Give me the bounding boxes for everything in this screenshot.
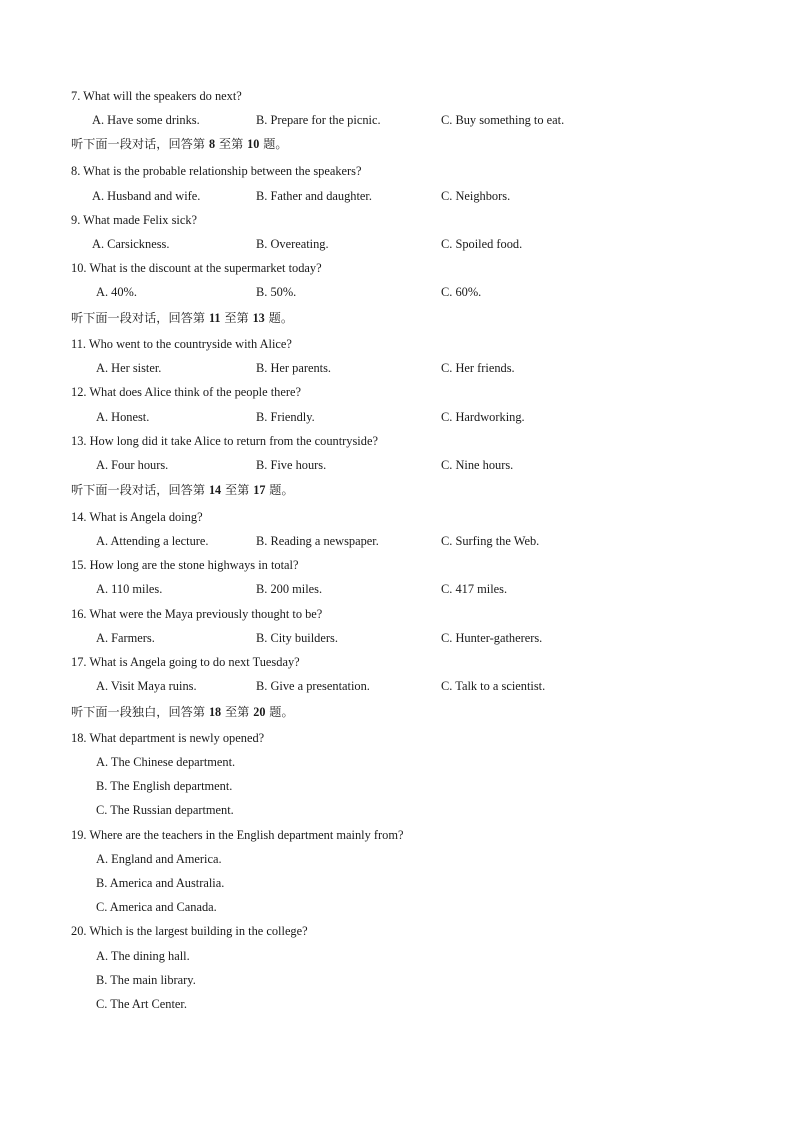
q7-option-a: A. Have some drinks.	[92, 113, 200, 127]
question-16: 16. What were the Maya previously thought to be?	[71, 607, 323, 621]
q9-option-c: C. Spoiled food.	[441, 237, 523, 251]
section-heading-14-17: 听下面一段对话，回答第 14 至第 17 题。	[71, 483, 294, 497]
section-heading-11-13: 听下面一段对话，回答第 11 至第 13 题。	[71, 311, 294, 325]
question-11: 11. Who went to the countryside with Alice?	[71, 337, 292, 351]
q8-option-c: C. Neighbors.	[441, 189, 511, 203]
q13-option-b: B. Five hours.	[256, 458, 327, 472]
q10-option-b: B. 50%.	[256, 285, 297, 299]
q13-option-c: C. Nine hours.	[441, 458, 514, 472]
question-19: 19. Where are the teachers in the English department mainly from?	[71, 828, 404, 842]
q19-option-a: A. England and America.	[96, 852, 222, 866]
q19-option-c: C. America and Canada.	[96, 900, 217, 914]
q17-option-a: A. Visit Maya ruins.	[96, 679, 197, 693]
q17-option-b: B. Give a presentation.	[256, 679, 370, 693]
q11-option-a: A. Her sister.	[96, 361, 162, 375]
question-10: 10. What is the discount at the supermarket today?	[71, 261, 322, 275]
question-8: 8. What is the probable relationship between the speakers?	[71, 164, 362, 178]
q10-option-a: A. 40%.	[96, 285, 137, 299]
q15-option-c: C. 417 miles.	[441, 582, 508, 596]
question-14: 14. What is Angela doing?	[71, 510, 203, 524]
q18-option-b: B. The English department.	[96, 779, 233, 793]
q18-option-c: C. The Russian department.	[96, 803, 234, 817]
question-15: 15. How long are the stone highways in total?	[71, 558, 299, 572]
q12-option-c: C. Hardworking.	[441, 410, 525, 424]
question-18: 18. What department is newly opened?	[71, 731, 265, 745]
q9-option-a: A. Carsickness.	[92, 237, 170, 251]
q9-option-b: B. Overeating.	[256, 237, 329, 251]
q16-option-b: B. City builders.	[256, 631, 338, 645]
q19-option-b: B. America and Australia.	[96, 876, 225, 890]
q15-option-b: B. 200 miles.	[256, 582, 323, 596]
q14-option-b: B. Reading a newspaper.	[256, 534, 379, 548]
q15-option-a: A. 110 miles.	[96, 582, 163, 596]
q20-option-a: A. The dining hall.	[96, 949, 190, 963]
q16-option-c: C. Hunter-gatherers.	[441, 631, 543, 645]
section-heading-8-10: 听下面一段对话，回答第 8 至第 10 题。	[71, 137, 288, 151]
q17-option-c: C. Talk to a scientist.	[441, 679, 546, 693]
question-7: 7. What will the speakers do next?	[71, 89, 242, 103]
section-heading-18-20: 听下面一段独白，回答第 18 至第 20 题。	[71, 705, 294, 719]
q11-option-c: C. Her friends.	[441, 361, 515, 375]
q13-option-a: A. Four hours.	[96, 458, 169, 472]
question-13: 13. How long did it take Alice to return from the countryside?	[71, 434, 378, 448]
q18-option-a: A. The Chinese department.	[96, 755, 236, 769]
q8-option-a: A. Husband and wife.	[92, 189, 201, 203]
q14-option-c: C. Surfing the Web.	[441, 534, 540, 548]
question-9: 9. What made Felix sick?	[71, 213, 198, 227]
q8-option-b: B. Father and daughter.	[256, 189, 372, 203]
q20-option-b: B. The main library.	[96, 973, 196, 987]
q12-option-b: B. Friendly.	[256, 410, 315, 424]
question-17: 17. What is Angela going to do next Tuesday?	[71, 655, 300, 669]
q20-option-c: C. The Art Center.	[96, 997, 187, 1011]
q10-option-c: C. 60%.	[441, 285, 482, 299]
question-20: 20. Which is the largest building in the college?	[71, 924, 308, 938]
q16-option-a: A. Farmers.	[96, 631, 155, 645]
q7-option-b: B. Prepare for the picnic.	[256, 113, 381, 127]
q11-option-b: B. Her parents.	[256, 361, 332, 375]
q7-option-c: C. Buy something to eat.	[441, 113, 565, 127]
q14-option-a: A. Attending a lecture.	[96, 534, 209, 548]
question-12: 12. What does Alice think of the people there?	[71, 385, 301, 399]
q12-option-a: A. Honest.	[96, 410, 150, 424]
